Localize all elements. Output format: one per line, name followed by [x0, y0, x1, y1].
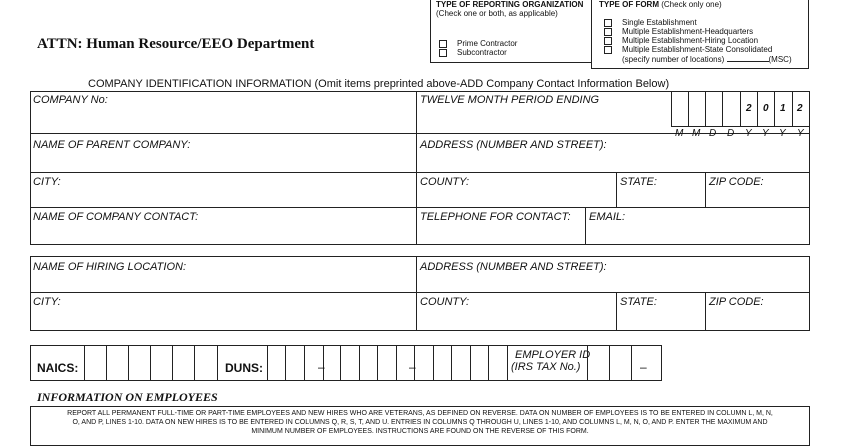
contact-telephone-label: TELEPHONE FOR CONTACT:: [420, 211, 571, 223]
duns-dash-1: –: [318, 360, 325, 374]
type-of-organization-box: [430, 0, 592, 63]
multi-hiring-location-option[interactable]: [604, 36, 792, 45]
year-digit-4: 2: [797, 103, 803, 114]
company-number-label: COMPANY No:: [33, 94, 108, 106]
hiring-address-field[interactable]: [420, 261, 805, 291]
company-city-label: CITY:: [33, 176, 61, 188]
hiring-location-name-label: NAME OF HIRING LOCATION:: [33, 261, 186, 273]
hiring-address-label: ADDRESS (NUMBER AND STREET):: [420, 261, 607, 273]
hiring-county-label: COUNTY:: [420, 296, 470, 308]
prime-contractor-option[interactable]: [439, 39, 517, 48]
year-digit-3: 1: [780, 103, 786, 114]
subcontractor-option[interactable]: [439, 48, 517, 57]
hiring-city-field[interactable]: [33, 296, 413, 329]
attn-heading: ATTN: Human Resource/EEO Department: [37, 36, 315, 52]
hiring-location-name-field[interactable]: [33, 261, 413, 291]
contact-email-field[interactable]: [589, 211, 807, 243]
hiring-zip-label: ZIP CODE:: [709, 296, 764, 308]
hiring-state-label: STATE:: [620, 296, 657, 308]
instructions-line-1: REPORT ALL PERMANENT FULL-TIME OR PART-TIME EMPLOYEES AND NEW HIRES WHO ARE VETERANS, AS DEFINED ON REVERSE. DATA ON NUMBER OF EMPLOYEES IS TO BE ENTERED IN COLUMN L, M, N,: [67, 410, 773, 417]
employer-id-label: [511, 349, 590, 373]
single-establishment-checkbox[interactable]: [604, 19, 612, 27]
contact-email-label: EMAIL:: [589, 211, 626, 223]
instructions-line-3: MINIMUM NUMBER OF EMPLOYEES. INSTRUCTIONS ARE FOUND ON THE REVERSE OF THIS FORM.: [251, 428, 589, 435]
subcontractor-label: Subcontractor: [457, 48, 507, 57]
org-type-subtitle: (Check one or both, as applicable): [436, 9, 558, 18]
date-format-d1: D: [709, 128, 717, 139]
employees-instructions: [36, 409, 804, 436]
company-address-field[interactable]: [420, 139, 805, 171]
date-format-m2: M: [692, 128, 701, 139]
employees-section-title: INFORMATION ON EMPLOYEES: [37, 390, 218, 404]
company-county-label: COUNTY:: [420, 176, 470, 188]
multi-hiring-location-checkbox[interactable]: [604, 37, 612, 45]
year-digit-1: 2: [746, 103, 752, 114]
duns-dash-2: –: [409, 360, 416, 374]
multi-hiring-location-label: Multiple Establishment-Hiring Location: [622, 36, 759, 45]
duns-label: DUNS:: [225, 361, 263, 375]
form-type-title: TYPE OF FORM: [599, 0, 659, 9]
multi-state-consolidated-label: Multiple Establishment-State Consolidated: [622, 45, 773, 54]
company-city-field[interactable]: [33, 176, 413, 206]
employer-id-cells[interactable]: [587, 345, 662, 381]
company-state-field[interactable]: [620, 176, 702, 206]
period-ending-label: TWELVE MONTH PERIOD ENDING: [420, 94, 600, 106]
type-of-form-box: [591, 0, 809, 69]
duns-cells[interactable]: [267, 345, 507, 381]
msc-suffix: (MSC): [768, 55, 792, 64]
instructions-line-2: O, AND P, LINES 1-10. DATA ON NEW HIRES IS TO BE ENTERED IN COLUMNS Q, R, S, T, AND U. ENTRIES IN COLUMNS Q THROUGH U, LINES 1-10, AND COLUMNS L, M, N, O, AND P. ENTER THE MAXIMUM AND: [72, 419, 768, 426]
employer-id-dash: –: [640, 360, 647, 374]
naics-label: NAICS:: [37, 361, 79, 375]
period-ending-date-cells[interactable]: [671, 91, 810, 127]
msc-prefix: (specify number of locations): [622, 55, 725, 64]
org-type-title: TYPE OF REPORTING ORGANIZATION: [436, 0, 584, 9]
prime-contractor-label: Prime Contractor: [457, 39, 518, 48]
hiring-state-field[interactable]: [620, 296, 702, 329]
company-address-label: ADDRESS (NUMBER AND STREET):: [420, 139, 607, 151]
form-type-subtitle: (Check only one): [661, 0, 722, 9]
contact-telephone-field[interactable]: [420, 211, 582, 243]
employer-id-line2: (IRS TAX No.): [511, 361, 581, 373]
multi-state-consolidated-option[interactable]: [604, 45, 792, 54]
date-format-y3: Y: [779, 128, 786, 139]
single-establishment-label: Single Establishment: [622, 18, 697, 27]
multi-headquarters-option[interactable]: [604, 27, 792, 36]
company-zip-label: ZIP CODE:: [709, 176, 764, 188]
company-section-title: COMPANY IDENTIFICATION INFORMATION (Omit items preprinted above-ADD Company Contact Information Below): [88, 78, 670, 90]
date-format-y4: Y: [797, 128, 804, 139]
parent-company-label: NAME OF PARENT COMPANY:: [33, 139, 191, 151]
subcontractor-checkbox[interactable]: [439, 49, 447, 57]
date-format-y1: Y: [745, 128, 752, 139]
multi-headquarters-checkbox[interactable]: [604, 28, 612, 36]
company-county-field[interactable]: [420, 176, 612, 206]
naics-cells[interactable]: [84, 345, 220, 381]
date-format-m1: M: [675, 128, 684, 139]
hiring-county-field[interactable]: [420, 296, 612, 329]
employer-id-line1: EMPLOYER ID: [515, 349, 591, 361]
date-format-d2: D: [727, 128, 735, 139]
parent-company-field[interactable]: [33, 139, 413, 171]
company-number-field[interactable]: [33, 94, 413, 132]
company-zip-field[interactable]: [709, 176, 807, 206]
hiring-city-label: CITY:: [33, 296, 61, 308]
prime-contractor-checkbox[interactable]: [439, 40, 447, 48]
multi-state-consolidated-checkbox[interactable]: [604, 46, 612, 54]
hiring-zip-field[interactable]: [709, 296, 807, 329]
company-contact-field[interactable]: [33, 211, 413, 243]
company-state-label: STATE:: [620, 176, 657, 188]
company-contact-label: NAME OF COMPANY CONTACT:: [33, 211, 199, 223]
msc-count-field[interactable]: [727, 54, 769, 62]
year-digit-2: 0: [763, 103, 769, 114]
date-format-y2: Y: [762, 128, 769, 139]
multi-headquarters-label: Multiple Establishment-Headquarters: [622, 27, 754, 36]
single-establishment-option[interactable]: [604, 18, 792, 27]
